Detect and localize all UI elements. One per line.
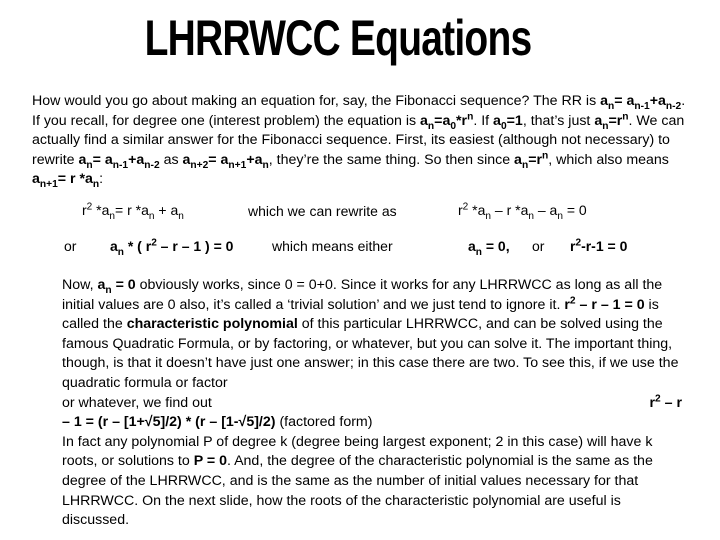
equation-row2-characteristic: $r^2-r-1 = 0$ bbox=[570, 237, 628, 254]
equation-row1-middle: which we can rewrite as bbox=[248, 203, 397, 219]
page-title: LHRRWCC Equations bbox=[144, 10, 532, 66]
body-part-1: Now, $a_n = 0$ obviously works, since 0 = 0+0. Since it works for any LHRRWCC as long as all the initial values are 0 also, it’s called a ‘trivial solution’ and we just tend to ignore it. $r^2 - r - 1 = 0$ is called the characteristic polynomial of this particular LHRRWCC, and can be solved using the famous Quadratic Formula, or by factoring, or whatever, but you can solve it. The important thing, though, is that it doesn’t have just one answer; in this case there are two. To see this, if we use the quadratic formula or factor bbox=[62, 277, 679, 391]
intro-paragraph: How would you go about making an equation for, say, the Fibonacci sequence? The RR is $a_n= a_{n-1}+a_{n-2}$. If you recall, for degree one (interest problem) the equation is $a_n=a_0*r^n$. If $a_0=1$, that’s just $a_n=r^n$. We can actually find a similar answer for the Fibonacci sequence. First, its easiest (although not necessary) to rewrite $a_n= a_{n-1}+a_{n-2}$ as $a_{n+2}= a_{n+1}+a_n$, they’re the same thing. So then since $a_n=r^n$, which also means $a_{n+1}= r$ $*a_n$: bbox=[32, 93, 686, 190]
body-part-3: – 1 = (r – [1+√5]/2) * (r – [1-√5]/2) (factored form) bbox=[62, 414, 373, 431]
equation-row1-left: $r^2$ $*a_n= r$ $*a_n + a_n$ bbox=[82, 201, 184, 222]
body-part-4: In fact any polynomial P of degree k (degree being largest exponent; 2 in this case) will have k roots, or solutions to P = 0. And, the degree of the characteristic polynomial is the same as the degree of the LHRRWCC, and is the same as the number of initial values necessary for that LHRRWCC. On the next slide, how the roots of the characteristic polynomial are useful is discussed. bbox=[62, 433, 653, 529]
equation-row2-or: or bbox=[64, 238, 77, 254]
equation-row2-left: $a_n$ * ( $r^2$ – r – 1 ) = 0 bbox=[110, 237, 234, 258]
body-part-2: or whatever, we find out $r^2$ – r bbox=[62, 392, 682, 411]
equation-row2-middle: which means either bbox=[272, 238, 393, 254]
equation-row2-or2: or bbox=[532, 238, 545, 254]
equation-row1-right: $r^2$ $*a_n$ – r $*a_n - a_n = 0$ bbox=[458, 201, 587, 222]
body-paragraph bbox=[62, 276, 682, 531]
equation-row2-an-zero: $a_n = 0$, bbox=[468, 238, 510, 258]
